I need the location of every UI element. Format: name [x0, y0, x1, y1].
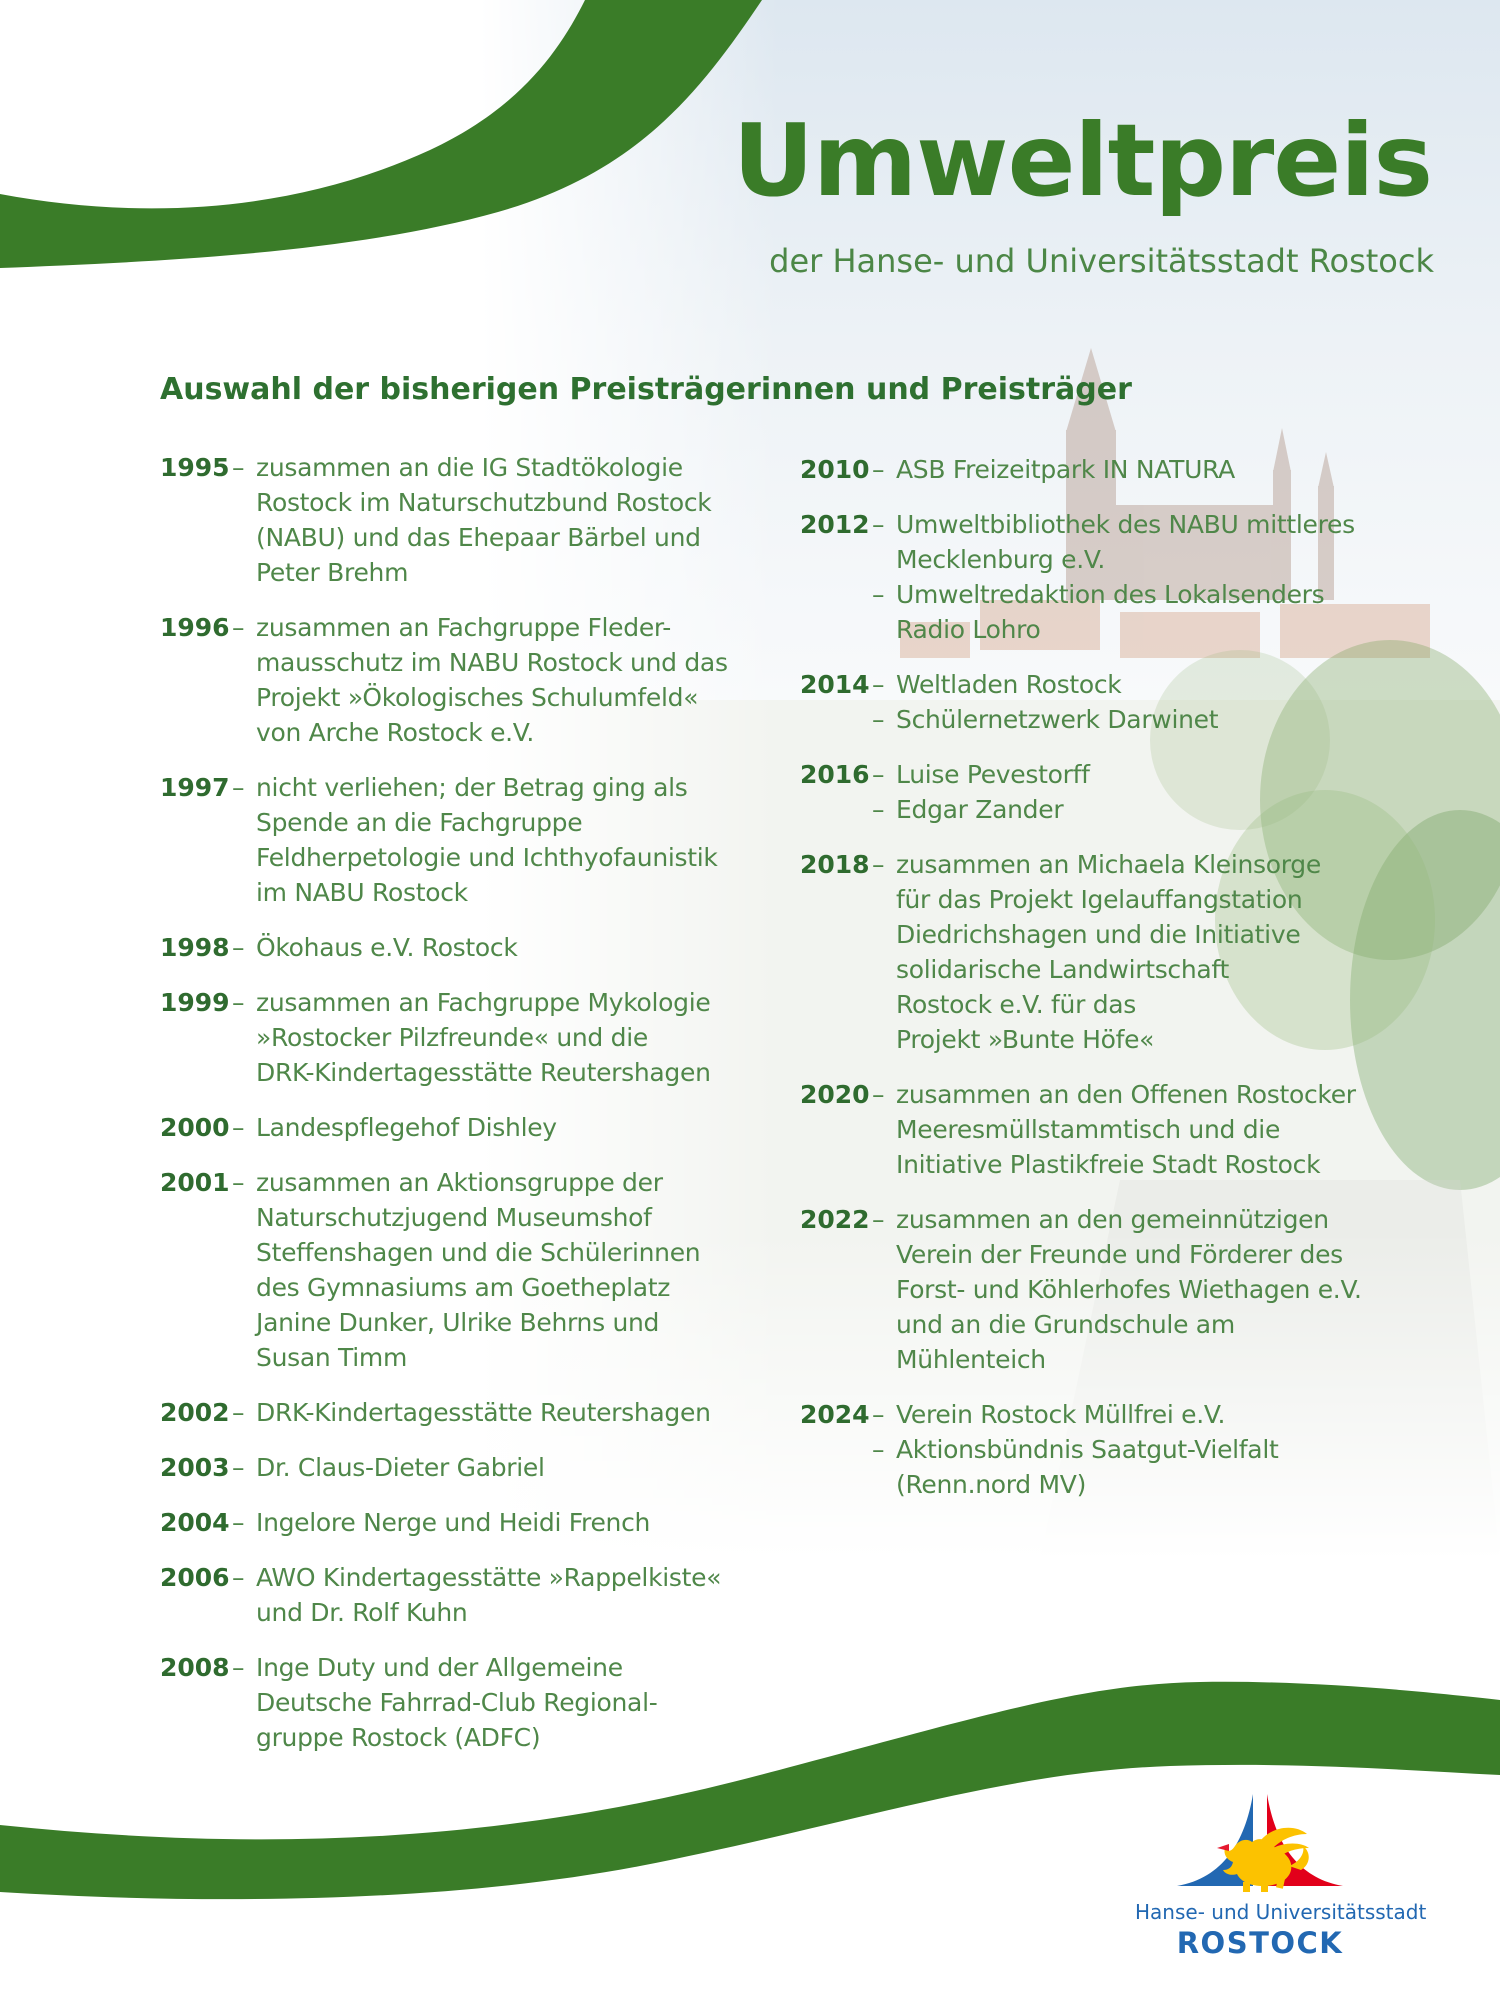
prize-year: 1998 [160, 933, 230, 962]
prize-items [872, 507, 1420, 647]
prize-text-line: solidarische Landwirtschaft [896, 955, 1230, 984]
prize-year: 2014 [800, 670, 870, 699]
dash: – [232, 988, 245, 1017]
prize-text [896, 577, 1420, 647]
prize-text-line: gruppe Rostock (ADFC) [256, 1723, 541, 1752]
prize-text-line: Feldherpetologie und Ichthyofaunistik [256, 843, 718, 872]
prize-entry-2006 [160, 1560, 780, 1630]
dash: – [872, 510, 885, 539]
prize-item [872, 847, 1420, 1057]
prize-text-line: Projekt »Bunte Höfe« [896, 1025, 1155, 1054]
prize-items [872, 667, 1420, 737]
prize-text [256, 1560, 780, 1630]
prize-year: 2006 [160, 1563, 230, 1592]
dash: – [232, 1398, 245, 1427]
prize-text-line: zusammen an Fachgruppe Fleder- [256, 613, 672, 642]
prize-entry-1996 [160, 610, 780, 750]
prize-entry-1998 [160, 930, 780, 965]
prize-year: 2024 [800, 1400, 870, 1429]
prize-text-line: Initiative Plastikfreie Stadt Rostock [896, 1150, 1321, 1179]
prize-entry-1997 [160, 770, 780, 910]
prize-text [896, 1202, 1420, 1377]
prize-item [872, 757, 1420, 792]
prize-text-line: Umweltbibliothek des NABU mittleres [896, 510, 1355, 539]
dash: – [232, 1563, 245, 1592]
prize-items [232, 450, 780, 590]
prize-text-line: Mühlenteich [896, 1345, 1046, 1374]
prize-items [872, 452, 1420, 487]
prize-item [232, 1110, 780, 1145]
dash: – [232, 1453, 245, 1482]
prize-item [872, 507, 1420, 577]
prize-item [872, 577, 1420, 647]
dash: – [872, 1435, 885, 1464]
prize-text-line: zusammen an Michaela Kleinsorge [896, 850, 1321, 879]
dash: – [872, 850, 885, 879]
prize-year: 2002 [160, 1398, 230, 1427]
prize-text [256, 1505, 780, 1540]
prize-items [232, 770, 780, 910]
prize-text-line: Weltladen Rostock [896, 670, 1122, 699]
prize-text-line: Luise Pevestorff [896, 760, 1090, 789]
prize-entry-2020 [800, 1077, 1420, 1182]
prize-text-line: DRK-Kindertagesstätte Reutershagen [256, 1398, 711, 1427]
prize-item [232, 610, 780, 750]
prize-text [896, 1077, 1420, 1182]
prize-items [872, 1202, 1420, 1377]
prize-items [232, 1450, 780, 1485]
prize-item [872, 667, 1420, 702]
prize-text-line: Forst- und Köhlerhofes Wiethagen e.V. [896, 1275, 1362, 1304]
prize-text-line: zusammen an den Offenen Rostocker [896, 1080, 1356, 1109]
prize-text [896, 507, 1420, 577]
prize-text [256, 610, 780, 750]
prize-text-line: Aktionsbündnis Saatgut-Vielfalt [896, 1435, 1279, 1464]
prize-entry-2008 [160, 1650, 780, 1755]
prize-text-line: zusammen an die IG Stadtökologie [256, 453, 683, 482]
prize-entry-2001 [160, 1165, 780, 1375]
rostock-coat-of-arms-icon [1165, 1790, 1355, 1894]
prize-item [872, 702, 1420, 737]
page-title: Umweltpreis [732, 102, 1432, 219]
prize-items [872, 1077, 1420, 1182]
prize-entry-2012 [800, 507, 1420, 647]
prize-text-line: nicht verliehen; der Betrag ging als [256, 773, 688, 802]
dash: – [232, 1168, 245, 1197]
prize-year: 1997 [160, 773, 230, 802]
prize-entry-2002 [160, 1395, 780, 1430]
prize-items [232, 1560, 780, 1630]
prize-text-line: Janine Dunker, Ulrike Behrns und [256, 1308, 660, 1337]
prize-text-line: Mecklenburg e.V. [896, 545, 1106, 574]
prize-text-line: Rostock im Naturschutzbund Rostock [256, 488, 712, 517]
prize-text-line: Verein Rostock Müllfrei e.V. [896, 1400, 1226, 1429]
prize-text [256, 450, 780, 590]
prize-text-line: von Arche Rostock e.V. [256, 718, 535, 747]
prize-year: 2004 [160, 1508, 230, 1537]
prize-text-line: und an die Grundschule am [896, 1310, 1235, 1339]
dash: – [872, 705, 885, 734]
prize-item [872, 792, 1420, 827]
prize-year: 2018 [800, 850, 870, 879]
prize-text-line: Diedrichshagen und die Initiative [896, 920, 1301, 949]
page-subtitle: der Hanse- und Universitätsstadt Rostock [769, 242, 1434, 280]
prize-text-line: Meeresmüllstammtisch und die [896, 1115, 1281, 1144]
rostock-city-logo [1135, 1790, 1427, 1960]
dash: – [232, 613, 245, 642]
prize-year: 1999 [160, 988, 230, 1017]
prize-text [896, 1432, 1420, 1502]
prize-text [896, 792, 1420, 827]
prize-entry-2016 [800, 757, 1420, 827]
prize-items [232, 930, 780, 965]
prize-entry-2018 [800, 847, 1420, 1057]
dash: – [232, 1113, 245, 1142]
prize-year: 2010 [800, 455, 870, 484]
dash: – [872, 795, 885, 824]
prize-text-line: Projekt »Ökologisches Schulumfeld« [256, 683, 699, 712]
prize-text-line: »Rostocker Pilzfreunde« und die [256, 1023, 648, 1052]
prize-item [232, 1450, 780, 1485]
prize-text-line: Peter Brehm [256, 558, 409, 587]
winners-column-left [160, 450, 780, 1775]
prize-year: 1996 [160, 613, 230, 642]
dash: – [232, 773, 245, 802]
prize-text-line: zusammen an den gemeinnützigen [896, 1205, 1329, 1234]
prize-text [256, 1110, 780, 1145]
dash: – [872, 580, 885, 609]
prize-text [256, 1450, 780, 1485]
prize-text-line: Verein der Freunde und Förderer des [896, 1240, 1343, 1269]
prize-text [256, 1650, 780, 1755]
prize-text-line: Steffenshagen und die Schülerinnen [256, 1238, 701, 1267]
prize-items [232, 610, 780, 750]
prize-items [232, 1505, 780, 1540]
prize-year: 2012 [800, 510, 870, 539]
dash: – [872, 670, 885, 699]
prize-text-line: (Renn.nord MV) [896, 1470, 1087, 1499]
prize-text [256, 1395, 780, 1430]
prize-items [232, 1110, 780, 1145]
prize-text-line: Ökohaus e.V. Rostock [256, 933, 518, 962]
prize-item [232, 1505, 780, 1540]
prize-text-line: Rostock e.V. für das [896, 990, 1137, 1019]
dash: – [232, 1508, 245, 1537]
prize-text-line: im NABU Rostock [256, 878, 468, 907]
prize-item [872, 1432, 1420, 1502]
prize-items [232, 1395, 780, 1430]
prize-text-line: Inge Duty und der Allgemeine [256, 1653, 623, 1682]
prize-text-line: Landespflegehof Dishley [256, 1113, 557, 1142]
prize-entry-1999 [160, 985, 780, 1090]
prize-text [896, 847, 1420, 1057]
prize-text-line: Spende an die Fachgruppe [256, 808, 583, 837]
prize-year: 2003 [160, 1453, 230, 1482]
prize-item [232, 1560, 780, 1630]
prize-text-line: Naturschutzjugend Museumshof [256, 1203, 652, 1232]
prize-year: 1995 [160, 453, 230, 482]
dash: – [872, 455, 885, 484]
prize-item [232, 1650, 780, 1755]
prize-text-line: zusammen an Fachgruppe Mykologie [256, 988, 711, 1017]
prize-items [232, 1650, 780, 1755]
prize-text-line: Ingelore Nerge und Heidi French [256, 1508, 651, 1537]
prize-item [232, 985, 780, 1090]
prize-year: 2022 [800, 1205, 870, 1234]
prize-text-line: des Gymnasiums am Goetheplatz [256, 1273, 671, 1302]
prize-entry-2022 [800, 1202, 1420, 1377]
prize-year: 2020 [800, 1080, 870, 1109]
prize-year: 2000 [160, 1113, 230, 1142]
prize-text-line: Schülernetzwerk Darwinet [896, 705, 1219, 734]
prize-item [872, 1397, 1420, 1432]
prize-text [256, 770, 780, 910]
prize-item [232, 1395, 780, 1430]
dash: – [872, 1205, 885, 1234]
winners-column-right [800, 452, 1420, 1522]
prize-text-line: ASB Freizeitpark IN NATURA [896, 455, 1235, 484]
prize-entry-2010 [800, 452, 1420, 487]
prize-item [872, 1202, 1420, 1377]
prize-text-line: Radio Lohro [896, 615, 1041, 644]
prize-items [872, 757, 1420, 827]
prize-entry-2000 [160, 1110, 780, 1145]
prize-text-line: zusammen an Aktionsgruppe der [256, 1168, 663, 1197]
dash: – [232, 453, 245, 482]
prize-item [232, 930, 780, 965]
prize-text [896, 757, 1420, 792]
prize-year: 2016 [800, 760, 870, 789]
prize-text-line: und Dr. Rolf Kuhn [256, 1598, 468, 1627]
prize-text [896, 667, 1420, 702]
prize-text [896, 702, 1420, 737]
dash: – [232, 933, 245, 962]
prize-item [232, 1165, 780, 1375]
dash: – [872, 760, 885, 789]
prize-item [872, 1077, 1420, 1182]
prize-text-line: für das Projekt Igelauffangstation [896, 885, 1303, 914]
prize-entry-2003 [160, 1450, 780, 1485]
prize-text-line: mausschutz im NABU Rostock und das [256, 648, 728, 677]
prize-item [872, 452, 1420, 487]
prize-text [256, 985, 780, 1090]
prize-text-line: (NABU) und das Ehepaar Bärbel und [256, 523, 701, 552]
dash: – [872, 1400, 885, 1429]
prize-items [232, 1165, 780, 1375]
prize-entry-2014 [800, 667, 1420, 737]
prize-text [896, 452, 1420, 487]
prize-item [232, 770, 780, 910]
logo-city-line: Hanse- und Universitätsstadt [1135, 1900, 1427, 1924]
prize-item [232, 450, 780, 590]
section-heading: Auswahl der bisherigen Preisträgerinnen und Preisträger [160, 372, 1132, 407]
prize-text-line: DRK-Kindertagesstätte Reutershagen [256, 1058, 711, 1087]
prize-text-line: Edgar Zander [896, 795, 1064, 824]
prize-items [232, 985, 780, 1090]
prize-text-line: AWO Kindertagesstätte »Rappelkiste« [256, 1563, 722, 1592]
prize-entry-2024 [800, 1397, 1420, 1502]
dash: – [232, 1653, 245, 1682]
prize-text [256, 930, 780, 965]
prize-text-line: Dr. Claus-Dieter Gabriel [256, 1453, 545, 1482]
prize-year: 2008 [160, 1653, 230, 1682]
logo-city-name: ROSTOCK [1176, 1926, 1344, 1960]
prize-year: 2001 [160, 1168, 230, 1197]
prize-text [256, 1165, 780, 1375]
prize-entry-1995 [160, 450, 780, 590]
prize-text [896, 1397, 1420, 1432]
prize-items [872, 847, 1420, 1057]
prize-text-line: Deutsche Fahrrad-Club Regional- [256, 1688, 658, 1717]
dash: – [872, 1080, 885, 1109]
prize-items [872, 1397, 1420, 1502]
prize-entry-2004 [160, 1505, 780, 1540]
prize-text-line: Umweltredaktion des Lokalsenders [896, 580, 1325, 609]
prize-text-line: Susan Timm [256, 1343, 408, 1372]
